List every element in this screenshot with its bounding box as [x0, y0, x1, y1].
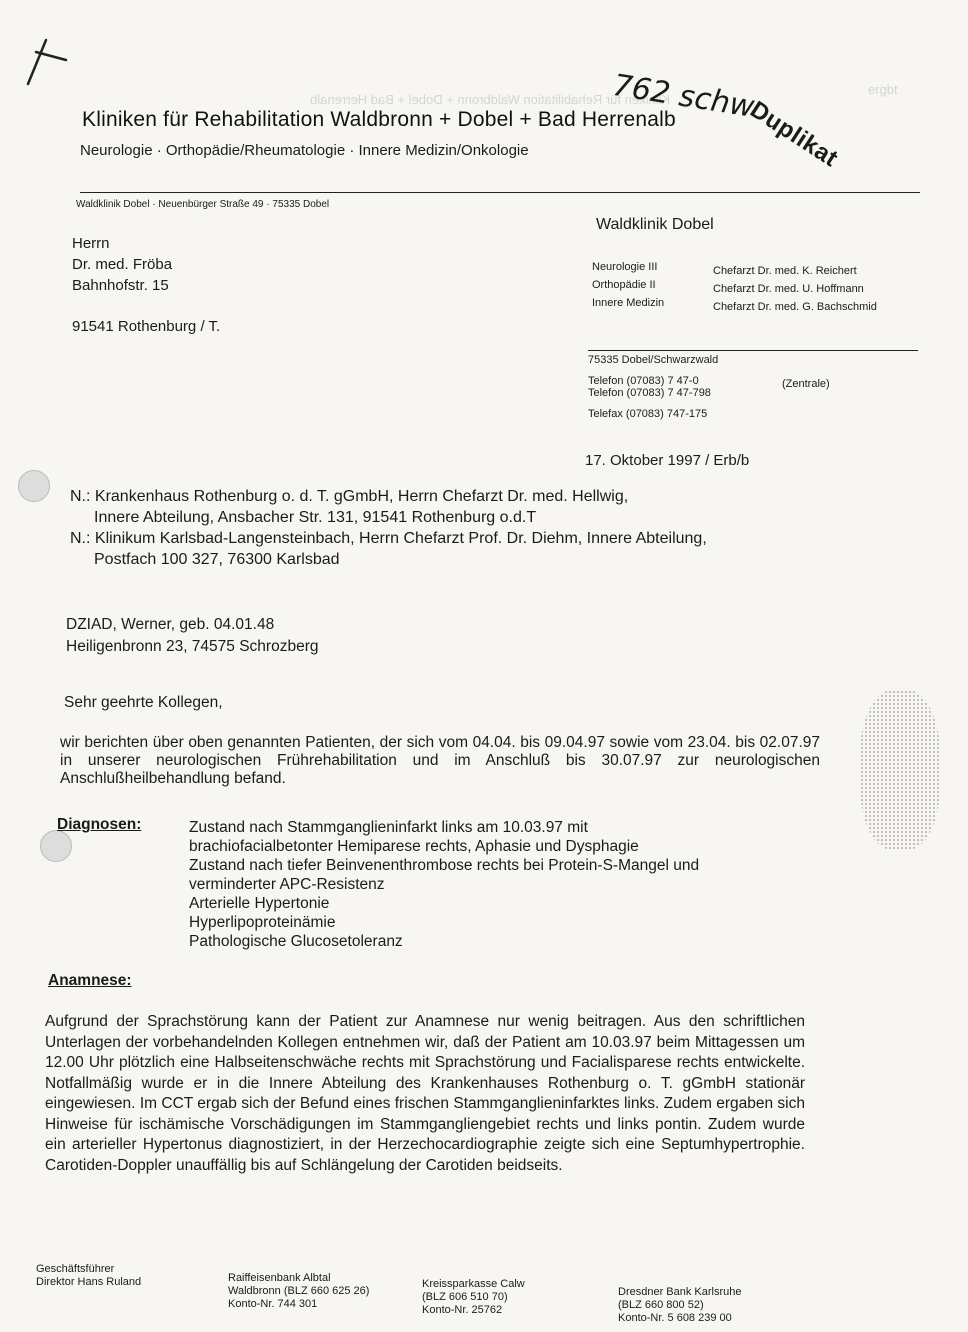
footer-line: Geschäftsführer	[36, 1263, 115, 1275]
department-item: Innere Medizin	[592, 297, 665, 309]
recipient-name: Dr. med. Fröba	[72, 256, 173, 273]
recipient-street: Bahnhofstr. 15	[72, 277, 169, 294]
chief-physician-item: Chefarzt Dr. med. K. Reichert	[713, 265, 857, 277]
recipient-city: 91541 Rothenburg / T.	[72, 318, 221, 335]
patient-address: Heiligenbronn 23, 74575 Schrozberg	[66, 638, 319, 655]
clinic-fax: Telefax (07083) 747-175	[588, 408, 708, 420]
patient-name: DZIAD, Werner, geb. 04.01.48	[66, 616, 275, 633]
copy-note-line: N.: Krankenhaus Rothenburg o. d. T. gGmbH, Herrn Chefarzt Dr. med. Hellwig,	[70, 488, 629, 505]
diagnosis-line: Pathologische Glucosetoleranz	[189, 933, 403, 950]
letterhead-divider	[80, 192, 920, 193]
clinic-postal: 75335 Dobel/Schwarzwald	[588, 354, 719, 366]
recipient-salutation: Herrn	[72, 235, 110, 252]
footer-line: Dresdner Bank Karlsruhe	[618, 1286, 742, 1298]
department-item: Orthopädie II	[592, 279, 656, 291]
punch-hole-bottom	[40, 830, 72, 862]
copy-note-line: N.: Klinikum Karlsbad-Langensteinbach, Herrn Chefarzt Prof. Dr. Diehm, Innere Abteilung,	[70, 530, 707, 547]
diagnosis-line: brachiofacialbetonter Hemiparese rechts, Aphasie und Dysphagie	[189, 838, 639, 855]
clinic-phone-direct: Telefon (07083) 7 47-798	[588, 387, 711, 399]
clinic-phone: Telefon (07083) 7 47-0	[588, 375, 699, 387]
footer-line: Konto-Nr. 5 608 239 00	[618, 1312, 732, 1324]
footer-bank-2	[422, 1278, 525, 1317]
footer-line: Kreissparkasse Calw	[422, 1278, 525, 1290]
footer-bank-1	[228, 1272, 369, 1311]
chief-physician-item: Chefarzt Dr. med. G. Bachschmid	[713, 301, 877, 313]
intro-paragraph: wir berichten über oben genannten Patienten, der sich vom 04.04. bis 09.04.97 sowie vom 23.04. bis 02.07.97 in unserer neurologischen Frührehabilitation und im Anschluß bis 30.07.97 zur neurologischen Anschlußheilbehandlung befand.	[60, 734, 820, 787]
bleed-through-header: Kliniken für Rehabilitation Waldbronn + Dobel + Bad Herrenalb	[310, 92, 671, 107]
copy-notes	[70, 486, 707, 570]
contact-divider	[588, 350, 918, 351]
footer-line: Raiffeisenbank Albtal	[228, 1272, 331, 1284]
anamnesis-heading: Anamnese:	[48, 972, 132, 989]
bleed-through-text: ergbt	[868, 82, 898, 97]
footer-line: Waldbronn (BLZ 660 625 26)	[228, 1285, 370, 1297]
diagnosis-line: verminderter APC-Resistenz	[189, 876, 385, 893]
copy-note-line: Postfach 100 327, 76300 Karlsbad	[94, 551, 340, 568]
department-list	[592, 258, 664, 312]
central-label: (Zentrale)	[782, 378, 830, 390]
footer-management	[36, 1263, 141, 1289]
copy-note-line: Innere Abteilung, Ansbacher Str. 131, 91541 Rothenburg o.d.T	[94, 509, 537, 526]
anamnesis-paragraph: Aufgrund der Sprachstörung kann der Patient zur Anamnese nur wenig beitragen. Aus den schriftlichen Unterlagen der vorbehandelnden Kollegen entnehmen wir, daß der Patient am 10.03.97 beim Mittagessen um 12.00 Uhr plötzlich eine Halbseitenschwäche rechts mit Sprachstörung und Facialisparese rechts entwickelte. Notfallmäßig wurde er in die Innere Abteilung des Krankenhauses Rothenburg o. T. gGmbH stationär eingewiesen. Im CCT ergab sich der Befund eines frischen Stammganglieninfarktes links. Zudem ergaben sich Hinweise für ischämische Vorschädigungen im Stammgangliengebiet rechts und links pontin. Zudem wurde ein arterieller Hypertonus diagnostiziert, in der Herzechocardiographie zeigte sich eine Septumhypertrophie. Carotiden-Doppler unauffällig bis auf Schlängelung der Carotiden beidseits.	[45, 1013, 805, 1174]
diagnosis-line: Zustand nach tiefer Beinvenenthrombose rechts bei Protein-S-Mangel und	[189, 857, 700, 874]
footer-line: (BLZ 660 800 52)	[618, 1299, 704, 1311]
footer-line: Direktor Hans Ruland	[36, 1276, 142, 1288]
diagnoses-heading: Diagnosen:	[57, 816, 142, 833]
letter-date: 17. Oktober 1997 / Erb/b	[585, 452, 750, 469]
diagnosis-line: Zustand nach Stammganglieninfarkt links am 10.03.97 mit	[189, 819, 588, 836]
letter-salutation: Sehr geehrte Kollegen,	[64, 694, 223, 711]
patient-block	[66, 614, 318, 658]
clinic-name: Waldklinik Dobel	[596, 216, 714, 233]
diagnosis-line: Arterielle Hypertonie	[189, 895, 330, 912]
footer-line: Konto-Nr. 25762	[422, 1304, 503, 1316]
letterhead-title: Kliniken für Rehabilitation Waldbronn + Dobel + Bad Herrenalb	[82, 108, 676, 131]
chief-physician-item: Chefarzt Dr. med. U. Hoffmann	[713, 283, 864, 295]
sender-line: Waldklinik Dobel · Neuenbürger Straße 49 · 75335 Dobel	[76, 199, 330, 210]
handwritten-reference: 762 schw	[610, 68, 757, 125]
diagnosis-line: Hyperlipoproteinämie	[189, 914, 336, 931]
scan-noise	[860, 690, 940, 850]
handwritten-mark	[14, 30, 74, 90]
diagnoses-list	[189, 818, 699, 951]
letterhead-subtitle: Neurologie · Orthopädie/Rheumatologie · Innere Medizin/Onkologie	[80, 142, 529, 159]
footer-bank-3	[618, 1286, 742, 1325]
footer-line: (BLZ 606 510 70)	[422, 1291, 508, 1303]
department-item: Neurologie III	[592, 261, 658, 273]
duplicate-stamp: Duplikat	[745, 96, 843, 173]
chief-physician-list	[713, 262, 877, 316]
clinic-contact	[588, 354, 718, 420]
punch-hole-top	[18, 470, 50, 502]
footer-line: Konto-Nr. 744 301	[228, 1298, 318, 1310]
recipient-address	[72, 233, 220, 337]
